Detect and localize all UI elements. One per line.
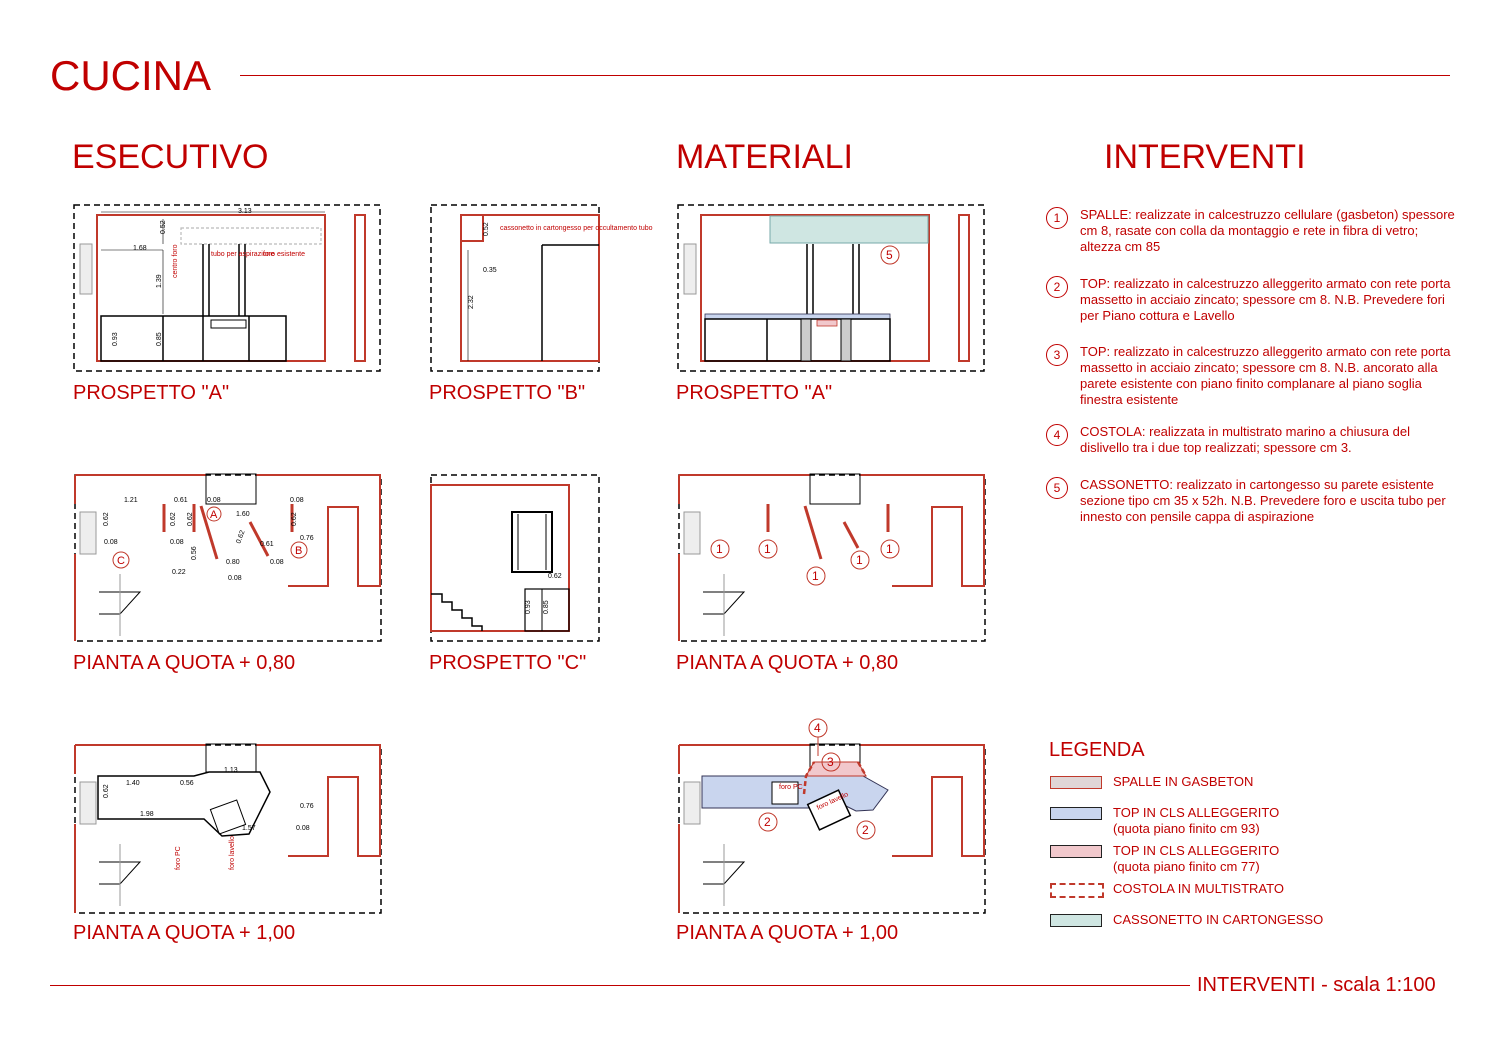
legenda-label: CASSONETTO IN CARTONGESSO — [1113, 912, 1324, 927]
dim-p100-008: 0.08 — [296, 825, 310, 832]
caption-esecutivo-pianta-080: PIANTA A QUOTA + 0,80 — [73, 652, 296, 674]
legenda-label: SPALLE IN GASBETON — [1113, 774, 1254, 789]
dim-pa-085: 0.85 — [156, 332, 163, 346]
drawing-esecutivo-pianta-080 — [74, 474, 384, 644]
drawing-materiali-prospetto-a — [677, 204, 987, 374]
drawing-materiali-pianta-100 — [678, 718, 988, 916]
intervento-3 — [1046, 344, 1466, 410]
intervento-text: TOP: realizzato in calcestruzzo alleggerito armato con rete porta massetto in acciaio zincato; spessore cm 8. N.B. ancorato alla parete esistente con piano finito complanare al piano soglia finestra esistente — [1080, 344, 1451, 407]
dim-pc-062: 0.62 — [548, 573, 562, 580]
dim-p80-061: 0.61 — [174, 497, 188, 504]
drawing-esecutivo-prospetto-a — [73, 204, 383, 374]
dim-pb-052: 0.52 — [483, 222, 490, 236]
svg-text:5: 5 — [886, 248, 893, 262]
svg-text:1: 1 — [812, 569, 819, 583]
intervento-text: COSTOLA: realizzata in multistrato marino a chiusura del dislivello tra i due top realizzati; spessore cm 3. — [1080, 424, 1410, 455]
dim-pa-168: 1.68 — [133, 245, 147, 252]
dim-pb-232: 2.32 — [468, 295, 475, 309]
caption-materiali-pianta-080: PIANTA A QUOTA + 0,80 — [676, 652, 899, 674]
drawing-esecutivo-prospetto-b — [430, 204, 653, 374]
dim-p80-008d: 0.08 — [170, 539, 184, 546]
drawing-esecutivo-prospetto-c — [430, 474, 602, 644]
legenda-swatch — [1050, 883, 1104, 898]
footer-rule — [50, 985, 1190, 986]
dim-p80-062a: 0.62 — [103, 512, 110, 526]
intervento-2 — [1046, 276, 1466, 328]
intervento-text: SPALLE: realizzate in calcestruzzo cellulare (gasbeton) spessore cm 8, rasate con colla da montaggio e rete in fibra di vetro; altezza cm 85 — [1080, 207, 1455, 254]
drawing-materiali-pianta-080 — [678, 474, 988, 644]
dim-p80-160: 1.60 — [236, 511, 250, 518]
dim-p100-062: 0.62 — [103, 784, 110, 798]
section-interventi: INTERVENTI — [1104, 138, 1306, 176]
header-rule — [240, 75, 1450, 76]
caption-materiali-pianta-100: PIANTA A QUOTA + 1,00 — [676, 922, 899, 944]
ann-foro-pc-materiali: foro PC — [779, 784, 803, 791]
dim-pc-085: 0.85 — [543, 600, 550, 614]
dim-pa-139: 1.39 — [156, 274, 163, 288]
dim-p100-157: 1.57 — [242, 825, 256, 832]
ann-tubo: tubo per aspirazione — [211, 251, 275, 258]
caption-esecutivo-prospetto-c: PROSPETTO "C" — [429, 652, 587, 674]
ann-foro-pc-esecutivo: foro PC — [175, 846, 182, 870]
dim-p80-080: 0.80 — [226, 559, 240, 566]
intervento-text: CASSONETTO: realizzato in cartongesso su parete esistente sezione tipo cm 35 x 52h. N.B. Prevedere foro e uscita tubo per innesto con pensile cappa di aspirazione — [1080, 477, 1446, 524]
dim-p80-008f: 0.08 — [270, 559, 284, 566]
dim-pb-035: 0.35 — [483, 267, 497, 274]
dim-p100-140: 1.40 — [126, 780, 140, 787]
dim-p80-062b: 0.62 — [170, 512, 177, 526]
drawing-esecutivo-pianta-100 — [74, 744, 384, 916]
label-c: C — [117, 555, 125, 567]
legenda-swatch — [1050, 776, 1102, 789]
dim-pa-052: 0.52 — [160, 220, 167, 234]
dim-p80-008e: 0.08 — [228, 575, 242, 582]
svg-text:1: 1 — [764, 542, 771, 556]
dim-p100-198: 1.98 — [140, 811, 154, 818]
intervento-5 — [1046, 477, 1466, 543]
legenda-swatch — [1050, 807, 1102, 820]
dim-p80-121: 1.21 — [124, 497, 138, 504]
legenda-label: COSTOLA IN MULTISTRATO — [1113, 881, 1284, 896]
dim-p80-008b: 0.08 — [290, 497, 304, 504]
legenda-label: TOP IN CLS ALLEGGERITO — [1113, 843, 1280, 858]
caption-esecutivo-prospetto-b: PROSPETTO "B" — [429, 382, 586, 404]
svg-text:1: 1 — [886, 542, 893, 556]
dim-p80-022: 0.22 — [172, 569, 186, 576]
dim-p80-008a: 0.08 — [207, 497, 221, 504]
section-materiali: MATERIALI — [676, 138, 853, 176]
dim-p100-113: 1.13 — [224, 767, 238, 774]
caption-esecutivo-prospetto-a: PROSPETTO "A" — [73, 382, 230, 404]
legenda-swatch — [1050, 914, 1102, 927]
intervento-text: TOP: realizzato in calcestruzzo alleggerito armato con rete porta massetto in acciaio zincato; spessore cm 8. N.B. Prevedere fori per Piano cottura e Lavello — [1080, 276, 1451, 323]
dim-p80-062e: 0.62 — [235, 529, 247, 545]
ann-foro-lavello-materiali: foro lavello — [815, 791, 850, 812]
dim-pc-093: 0.93 — [525, 600, 532, 614]
caption-materiali-prospetto-a: PROSPETTO "A" — [676, 382, 833, 404]
dim-pa-093: 0.93 — [112, 332, 119, 346]
page-title: CUCINA — [50, 52, 212, 99]
svg-text:4: 4 — [814, 721, 821, 735]
dim-p80-062c: 0.62 — [187, 512, 194, 526]
label-b: B — [295, 545, 303, 557]
intervento-4 — [1046, 424, 1466, 460]
caption-esecutivo-pianta-100: PIANTA A QUOTA + 1,00 — [73, 922, 296, 944]
svg-text:1: 1 — [716, 542, 723, 556]
dim-p80-076: 0.76 — [300, 535, 314, 542]
legenda-sublabel: (quota piano finito cm 93) — [1113, 821, 1260, 836]
dim-p80-061b: 0.61 — [260, 541, 274, 548]
svg-text:2: 2 — [862, 823, 869, 837]
svg-text:3: 3 — [827, 755, 834, 769]
ann-foro-lavello-esecutivo: foro lavello — [229, 836, 236, 870]
label-a: A — [210, 509, 218, 521]
dim-p80-008c: 0.08 — [104, 539, 118, 546]
footer-label: INTERVENTI - scala 1:100 — [1197, 974, 1436, 996]
intervento-number: 4 — [1046, 424, 1068, 446]
intervento-number: 5 — [1046, 477, 1068, 499]
dim-p80-062d: 0.62 — [291, 512, 298, 526]
legenda-title: LEGENDA — [1049, 739, 1145, 761]
legenda-swatch — [1050, 845, 1102, 858]
svg-text:2: 2 — [764, 815, 771, 829]
dim-p100-076: 0.76 — [300, 803, 314, 810]
legenda-label: TOP IN CLS ALLEGGERITO — [1113, 805, 1280, 820]
ann-centro-foro: centro foro — [172, 244, 179, 278]
intervento-number: 3 — [1046, 344, 1068, 366]
dim-p80-056: 0.56 — [191, 546, 198, 560]
intervento-number: 2 — [1046, 276, 1068, 298]
ann-cassonetto: cassonetto in cartongesso per occultamento tubo — [500, 225, 653, 232]
section-esecutivo: ESECUTIVO — [72, 138, 269, 176]
legenda-sublabel: (quota piano finito cm 77) — [1113, 859, 1260, 874]
dim-p100-056: 0.56 — [180, 780, 194, 787]
intervento-1 — [1046, 207, 1466, 259]
svg-text:1: 1 — [856, 553, 863, 567]
intervento-number: 1 — [1046, 207, 1068, 229]
dim-pa-313: 3.13 — [238, 208, 252, 215]
ann-foro-esistente: foro esistente — [263, 251, 306, 258]
